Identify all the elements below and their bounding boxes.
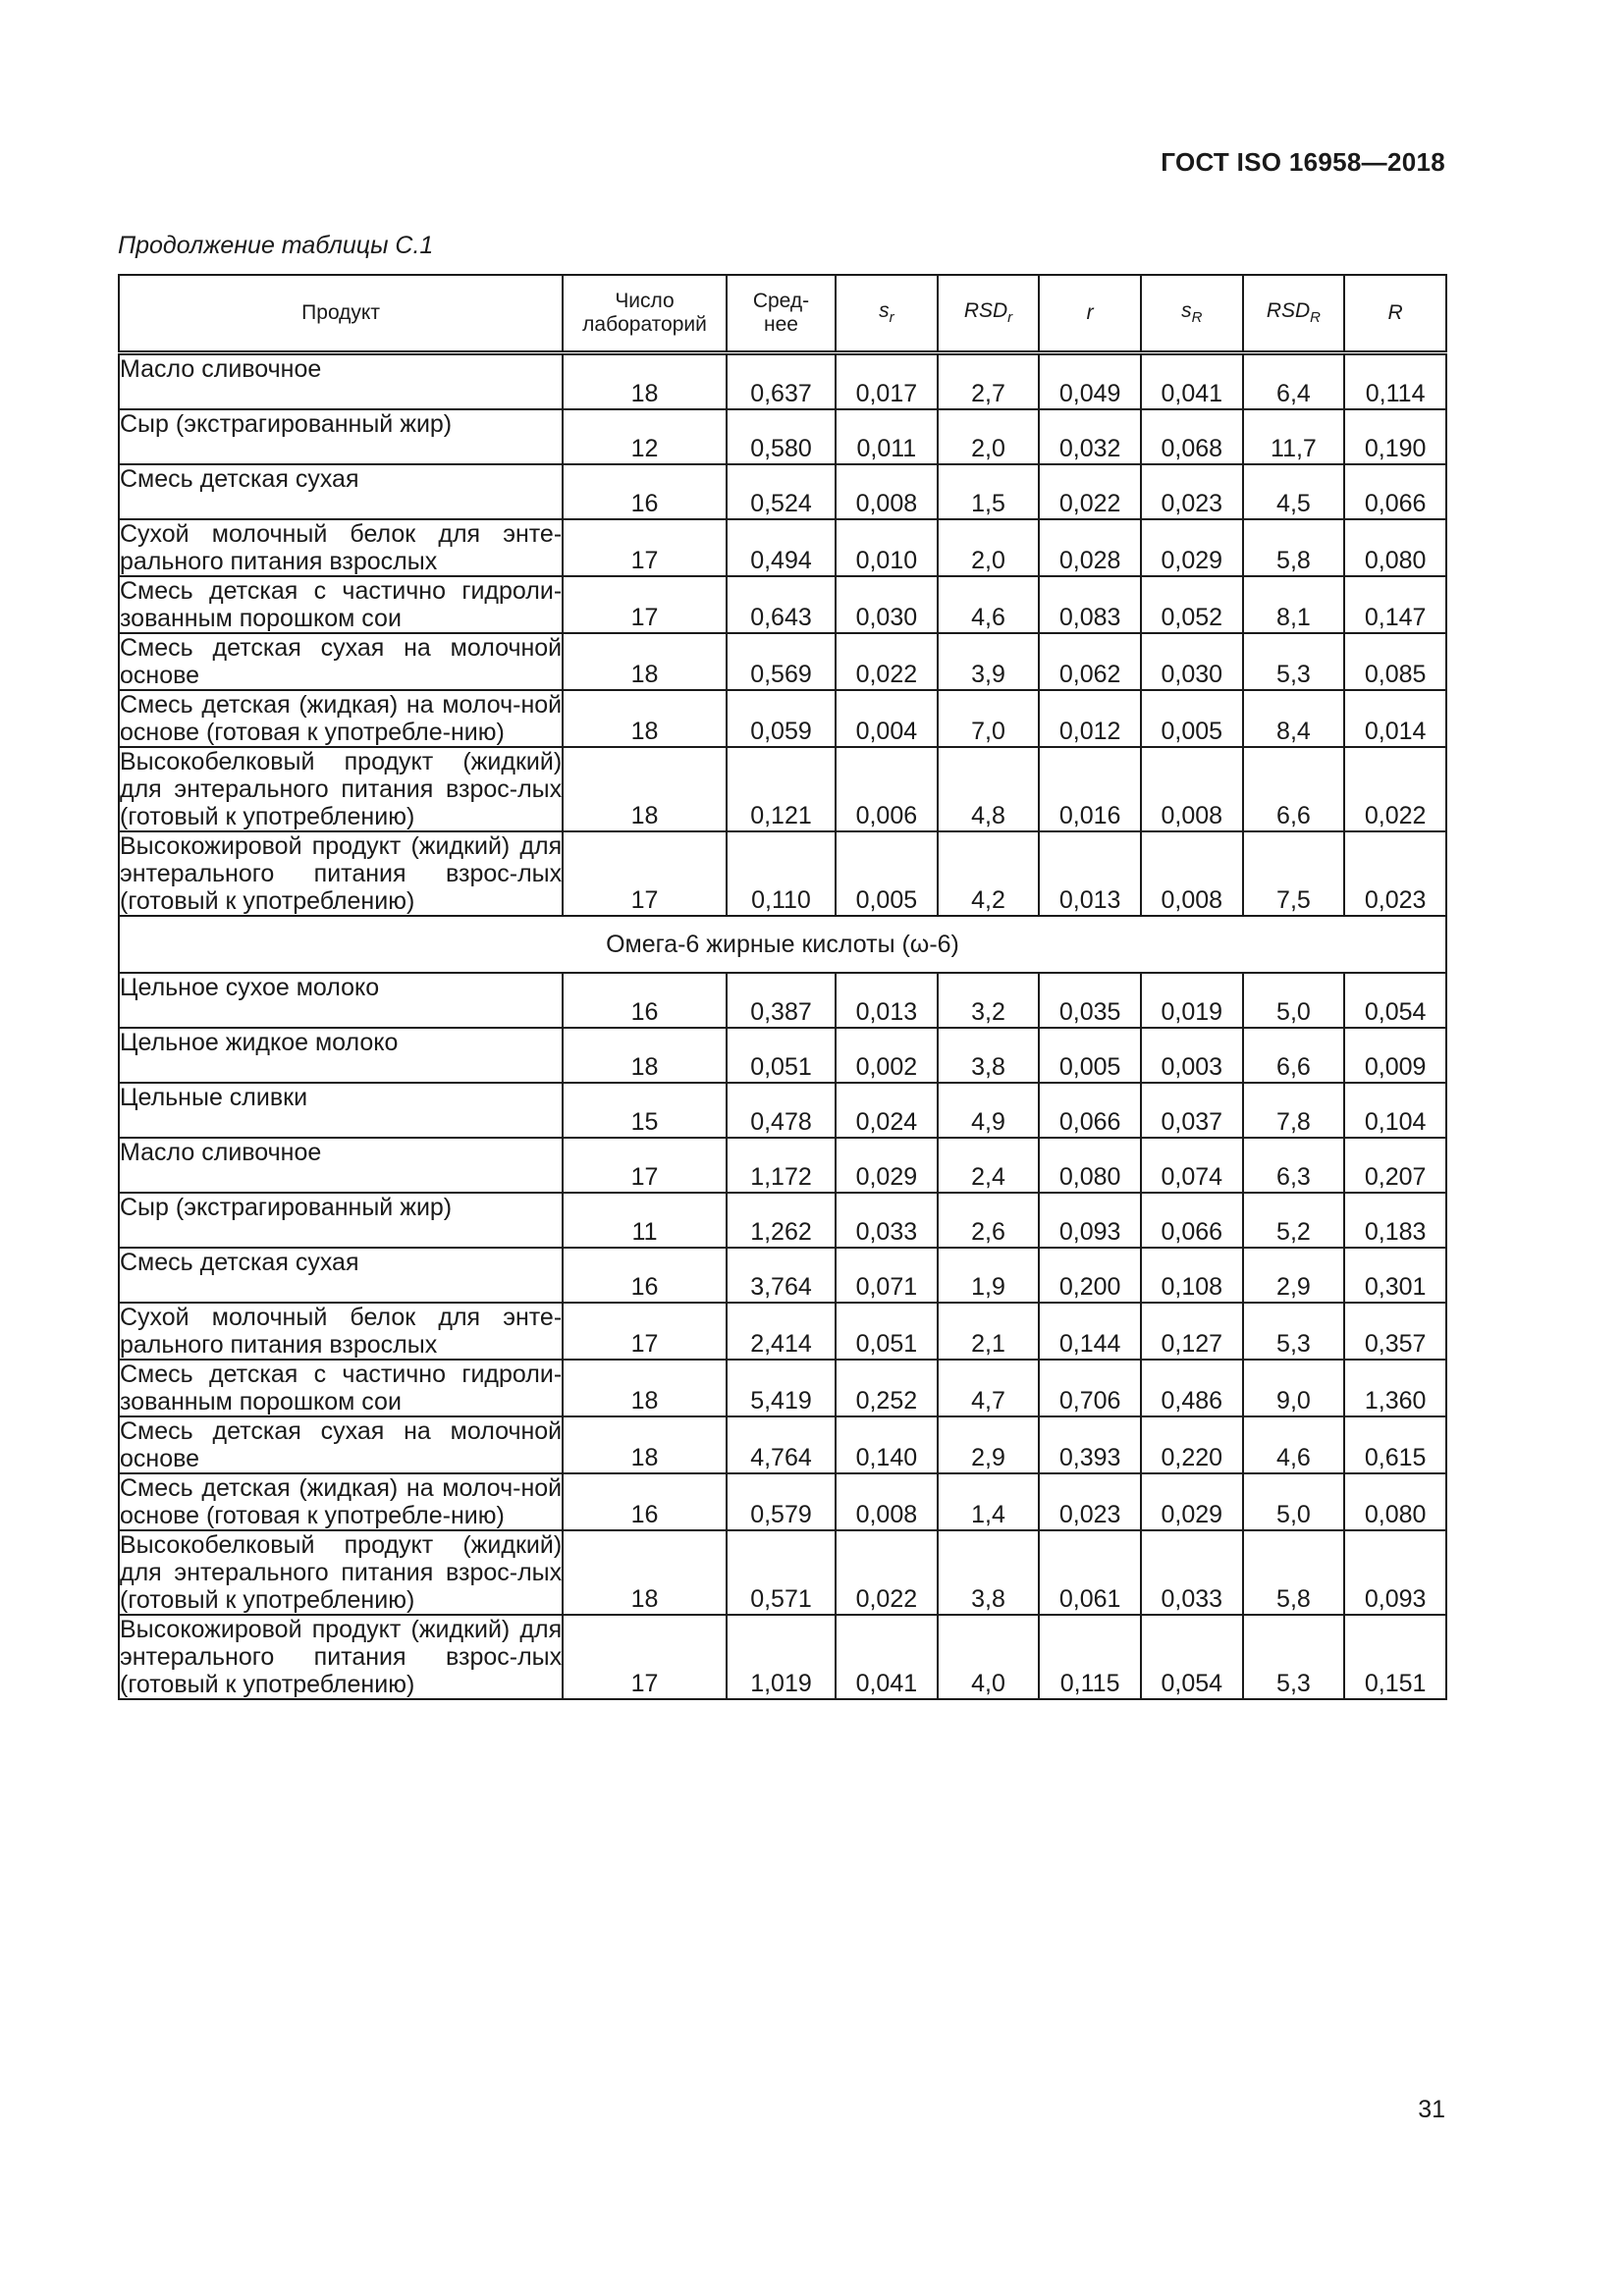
cell-labs: 17 [563, 1138, 727, 1193]
cell-rsdR: 8,4 [1243, 690, 1345, 747]
table-row [119, 831, 1446, 916]
rsdr-sub: r [1007, 309, 1013, 327]
cell-r: 0,062 [1039, 633, 1141, 690]
cell-labs: 18 [563, 1360, 727, 1416]
cell-sR: 0,486 [1141, 1360, 1243, 1416]
cell-product: Смесь детская (жидкая) на молоч-ной основе (готовая к употребле-нию) [120, 691, 563, 746]
cell-sr: 0,008 [836, 1473, 938, 1530]
cell-labs: 16 [563, 1248, 727, 1303]
rsdr-base: RSD [963, 299, 1008, 323]
table-row [119, 1530, 1446, 1615]
cell-sR: 0,019 [1141, 973, 1243, 1028]
labs-line2: лабораторий [582, 313, 707, 336]
cell-rsdR: 4,5 [1243, 464, 1345, 519]
cell-labs: 18 [563, 353, 727, 410]
cell-mean: 0,494 [727, 519, 836, 576]
rsdR-base: RSD [1266, 299, 1311, 323]
cell-sR: 0,108 [1141, 1248, 1243, 1303]
cell-rsdr: 3,2 [938, 973, 1040, 1028]
cell-product: Смесь детская сухая на молочной основе [120, 634, 563, 689]
cell-mean: 0,579 [727, 1473, 836, 1530]
cell-rsdr: 2,9 [938, 1416, 1040, 1473]
cell-rsdR: 8,1 [1243, 576, 1345, 633]
cell-r: 0,049 [1039, 353, 1141, 410]
table-body-group2 [119, 973, 1446, 1699]
mean-line1: Сред- [752, 289, 810, 312]
cell-labs: 17 [563, 831, 727, 916]
table-row [119, 576, 1446, 633]
cell-product: Смесь детская сухая на молочной основе [120, 1417, 563, 1472]
cell-rsdr: 4,7 [938, 1360, 1040, 1416]
cell-R: 0,066 [1344, 464, 1446, 519]
cell-mean: 1,262 [727, 1193, 836, 1248]
cell-sr: 0,029 [836, 1138, 938, 1193]
cell-sR: 0,037 [1141, 1083, 1243, 1138]
cell-product: Сыр (экстрагированный жир) [119, 409, 563, 464]
cell-R: 0,183 [1344, 1193, 1446, 1248]
cell-labs: 11 [563, 1193, 727, 1248]
table-caption: Продолжение таблицы С.1 [118, 232, 434, 259]
cell-r: 0,032 [1039, 409, 1141, 464]
cell-rsdR: 5,2 [1243, 1193, 1345, 1248]
section-row [119, 916, 1446, 973]
table-row [119, 633, 1446, 690]
cell-mean: 0,571 [727, 1530, 836, 1615]
table-row [119, 747, 1446, 831]
cell-rsdr: 3,9 [938, 633, 1040, 690]
cell-mean: 0,643 [727, 576, 836, 633]
cell-rsdr: 4,8 [938, 747, 1040, 831]
page-number: 31 [1418, 2096, 1445, 2123]
cell-labs: 17 [563, 576, 727, 633]
cell-sr: 0,051 [836, 1303, 938, 1360]
R-label: R [1387, 300, 1403, 324]
sR-base: s [1181, 299, 1192, 323]
cell-R: 0,023 [1344, 831, 1446, 916]
cell-r: 0,005 [1039, 1028, 1141, 1083]
cell-sR: 0,005 [1141, 690, 1243, 747]
cell-sR: 0,054 [1141, 1615, 1243, 1699]
table-row [119, 1193, 1446, 1248]
cell-r: 0,066 [1039, 1083, 1141, 1138]
cell-R: 1,360 [1344, 1360, 1446, 1416]
cell-product: Цельные сливки [119, 1083, 563, 1138]
cell-rsdR: 9,0 [1243, 1360, 1345, 1416]
cell-R: 0,357 [1344, 1303, 1446, 1360]
cell-R: 0,080 [1344, 519, 1446, 576]
cell-rsdR: 11,7 [1243, 409, 1345, 464]
cell-sR: 0,008 [1141, 747, 1243, 831]
cell-sr: 0,013 [836, 973, 938, 1028]
data-table [118, 274, 1447, 1700]
cell-mean: 2,414 [727, 1303, 836, 1360]
cell-labs: 18 [563, 633, 727, 690]
table-row [119, 690, 1446, 747]
cell-rsdr: 7,0 [938, 690, 1040, 747]
cell-rsdr: 2,7 [938, 353, 1040, 410]
cell-r: 0,080 [1039, 1138, 1141, 1193]
document-code: ГОСТ ISO 16958—2018 [1161, 147, 1445, 177]
cell-rsdR: 6,4 [1243, 353, 1345, 410]
cell-labs: 18 [563, 1028, 727, 1083]
cell-rsdR: 5,0 [1243, 973, 1345, 1028]
cell-mean: 3,764 [727, 1248, 836, 1303]
cell-mean: 0,637 [727, 353, 836, 410]
cell-rsdR: 5,0 [1243, 1473, 1345, 1530]
cell-labs: 16 [563, 464, 727, 519]
cell-R: 0,022 [1344, 747, 1446, 831]
cell-sR: 0,003 [1141, 1028, 1243, 1083]
table-row [119, 1473, 1446, 1530]
cell-product: Смесь детская с частично гидроли-зованным порошком сои [120, 577, 563, 632]
table-row [119, 353, 1446, 410]
cell-rsdR: 2,9 [1243, 1248, 1345, 1303]
cell-mean: 0,478 [727, 1083, 836, 1138]
cell-r: 0,035 [1039, 973, 1141, 1028]
cell-R: 0,147 [1344, 576, 1446, 633]
table-row [119, 1360, 1446, 1416]
cell-labs: 17 [563, 1303, 727, 1360]
cell-R: 0,104 [1344, 1083, 1446, 1138]
cell-R: 0,190 [1344, 409, 1446, 464]
cell-sR: 0,220 [1141, 1416, 1243, 1473]
col-header-rsdR [1243, 275, 1345, 353]
sr-base: s [879, 299, 890, 323]
cell-product: Масло сливочное [119, 1138, 563, 1193]
cell-product: Высокожировой продукт (жидкий) для энтерального питания взрос-лых (готовый к употреблению) [120, 1616, 563, 1698]
table-row [119, 1248, 1446, 1303]
table-row [119, 1028, 1446, 1083]
cell-sr: 0,006 [836, 747, 938, 831]
table-row [119, 519, 1446, 576]
cell-rsdR: 6,6 [1243, 747, 1345, 831]
cell-mean: 0,524 [727, 464, 836, 519]
cell-sR: 0,052 [1141, 576, 1243, 633]
cell-rsdr: 1,4 [938, 1473, 1040, 1530]
cell-rsdr: 3,8 [938, 1530, 1040, 1615]
cell-sr: 0,041 [836, 1615, 938, 1699]
cell-mean: 1,172 [727, 1138, 836, 1193]
cell-R: 0,301 [1344, 1248, 1446, 1303]
cell-rsdR: 7,5 [1243, 831, 1345, 916]
cell-sr: 0,002 [836, 1028, 938, 1083]
cell-labs: 18 [563, 1416, 727, 1473]
cell-r: 0,023 [1039, 1473, 1141, 1530]
table-section [119, 916, 1446, 973]
cell-mean: 0,580 [727, 409, 836, 464]
cell-r: 0,393 [1039, 1416, 1141, 1473]
cell-sr: 0,008 [836, 464, 938, 519]
cell-R: 0,054 [1344, 973, 1446, 1028]
cell-r: 0,200 [1039, 1248, 1141, 1303]
sR-sub: R [1191, 309, 1203, 327]
cell-mean: 1,019 [727, 1615, 836, 1699]
cell-rsdR: 5,3 [1243, 1615, 1345, 1699]
cell-product: Сухой молочный белок для энте-рального питания взрослых [120, 520, 563, 575]
cell-rsdR: 5,8 [1243, 519, 1345, 576]
col-header-rsdr [938, 275, 1040, 353]
cell-labs: 12 [563, 409, 727, 464]
cell-sr: 0,005 [836, 831, 938, 916]
cell-mean: 0,110 [727, 831, 836, 916]
cell-labs: 18 [563, 747, 727, 831]
cell-sr: 0,071 [836, 1248, 938, 1303]
cell-R: 0,080 [1344, 1473, 1446, 1530]
cell-rsdr: 2,0 [938, 519, 1040, 576]
cell-product: Цельное сухое молоко [119, 973, 563, 1028]
cell-r: 0,061 [1039, 1530, 1141, 1615]
cell-product: Смесь детская с частично гидроли-зованным порошком сои [120, 1361, 563, 1415]
cell-R: 0,207 [1344, 1138, 1446, 1193]
cell-sr: 0,004 [836, 690, 938, 747]
cell-product: Смесь детская сухая [119, 1248, 563, 1303]
cell-rsdR: 4,6 [1243, 1416, 1345, 1473]
col-header-labs [563, 275, 727, 353]
cell-R: 0,014 [1344, 690, 1446, 747]
cell-sR: 0,127 [1141, 1303, 1243, 1360]
cell-product: Сухой молочный белок для энте-рального питания взрослых [120, 1304, 563, 1359]
cell-rsdR: 5,3 [1243, 633, 1345, 690]
cell-product: Смесь детская сухая [119, 464, 563, 519]
cell-mean: 0,059 [727, 690, 836, 747]
cell-rsdr: 2,0 [938, 409, 1040, 464]
cell-R: 0,114 [1344, 353, 1446, 410]
col-header-sR [1141, 275, 1243, 353]
cell-r: 0,083 [1039, 576, 1141, 633]
cell-product: Сыр (экстрагированный жир) [119, 1193, 563, 1248]
cell-labs: 16 [563, 973, 727, 1028]
mean-line2: нее [763, 313, 798, 336]
cell-rsdr: 4,9 [938, 1083, 1040, 1138]
cell-sR: 0,068 [1141, 409, 1243, 464]
col-header-R [1344, 275, 1446, 353]
cell-sR: 0,074 [1141, 1138, 1243, 1193]
cell-sR: 0,008 [1141, 831, 1243, 916]
cell-r: 0,016 [1039, 747, 1141, 831]
cell-r: 0,028 [1039, 519, 1141, 576]
table-body-group1 [119, 353, 1446, 917]
cell-sr: 0,022 [836, 633, 938, 690]
cell-mean: 0,569 [727, 633, 836, 690]
cell-r: 0,022 [1039, 464, 1141, 519]
r-label: r [1086, 300, 1094, 324]
table-row [119, 1303, 1446, 1360]
rsdR-sub: R [1310, 309, 1322, 327]
cell-labs: 17 [563, 1615, 727, 1699]
cell-sr: 0,010 [836, 519, 938, 576]
table-row [119, 409, 1446, 464]
cell-rsdr: 3,8 [938, 1028, 1040, 1083]
cell-product: Смесь детская (жидкая) на молоч-ной основе (готовая к употребле-нию) [120, 1474, 563, 1529]
labs-line1: Число [615, 289, 675, 312]
cell-rsdr: 4,2 [938, 831, 1040, 916]
cell-product: Высокобелковый продукт (жидкий) для энтерального питания взрос-лых (готовый к употреблению) [120, 1531, 563, 1614]
cell-product: Цельное жидкое молоко [119, 1028, 563, 1083]
cell-rsdR: 5,3 [1243, 1303, 1345, 1360]
cell-sr: 0,030 [836, 576, 938, 633]
cell-r: 0,012 [1039, 690, 1141, 747]
cell-R: 0,009 [1344, 1028, 1446, 1083]
cell-R: 0,615 [1344, 1416, 1446, 1473]
cell-rsdR: 5,8 [1243, 1530, 1345, 1615]
table-row [119, 464, 1446, 519]
col-header-r [1039, 275, 1141, 353]
cell-mean: 5,419 [727, 1360, 836, 1416]
cell-rsdr: 2,4 [938, 1138, 1040, 1193]
cell-sR: 0,041 [1141, 353, 1243, 410]
section-title: Омега-6 жирные кислоты (ω-6) [119, 916, 1446, 973]
cell-rsdR: 6,3 [1243, 1138, 1345, 1193]
cell-mean: 0,387 [727, 973, 836, 1028]
cell-mean: 0,121 [727, 747, 836, 831]
cell-sr: 0,140 [836, 1416, 938, 1473]
cell-labs: 17 [563, 519, 727, 576]
sr-sub: r [889, 309, 894, 327]
table-header-row [119, 275, 1446, 353]
cell-r: 0,093 [1039, 1193, 1141, 1248]
cell-sR: 0,023 [1141, 464, 1243, 519]
cell-R: 0,151 [1344, 1615, 1446, 1699]
cell-sr: 0,011 [836, 409, 938, 464]
col-header-mean [727, 275, 836, 353]
cell-sR: 0,033 [1141, 1530, 1243, 1615]
cell-rsdr: 1,5 [938, 464, 1040, 519]
table-row [119, 1138, 1446, 1193]
cell-sR: 0,029 [1141, 1473, 1243, 1530]
col-header-sr [836, 275, 938, 353]
cell-r: 0,115 [1039, 1615, 1141, 1699]
cell-rsdr: 4,6 [938, 576, 1040, 633]
table-row [119, 1416, 1446, 1473]
cell-sR: 0,030 [1141, 633, 1243, 690]
cell-rsdr: 2,1 [938, 1303, 1040, 1360]
cell-rsdr: 4,0 [938, 1615, 1040, 1699]
cell-rsdR: 7,8 [1243, 1083, 1345, 1138]
cell-sR: 0,029 [1141, 519, 1243, 576]
cell-R: 0,085 [1344, 633, 1446, 690]
cell-labs: 18 [563, 1530, 727, 1615]
table-row [119, 1615, 1446, 1699]
cell-product: Высокобелковый продукт (жидкий) для энтерального питания взрос-лых (готовый к употреблению) [120, 748, 563, 830]
cell-R: 0,093 [1344, 1530, 1446, 1615]
col-header-product: Продукт [119, 275, 563, 353]
cell-sR: 0,066 [1141, 1193, 1243, 1248]
cell-r: 0,013 [1039, 831, 1141, 916]
cell-rsdr: 2,6 [938, 1193, 1040, 1248]
cell-sr: 0,033 [836, 1193, 938, 1248]
cell-r: 0,706 [1039, 1360, 1141, 1416]
cell-labs: 15 [563, 1083, 727, 1138]
cell-labs: 16 [563, 1473, 727, 1530]
cell-labs: 18 [563, 690, 727, 747]
cell-r: 0,144 [1039, 1303, 1141, 1360]
cell-rsdR: 6,6 [1243, 1028, 1345, 1083]
cell-sr: 0,022 [836, 1530, 938, 1615]
cell-rsdr: 1,9 [938, 1248, 1040, 1303]
cell-product: Масло сливочное [119, 353, 563, 410]
cell-mean: 0,051 [727, 1028, 836, 1083]
table-row [119, 1083, 1446, 1138]
cell-mean: 4,764 [727, 1416, 836, 1473]
cell-sr: 0,252 [836, 1360, 938, 1416]
cell-product: Высокожировой продукт (жидкий) для энтерального питания взрос-лых (готовый к употреблению) [120, 832, 563, 915]
cell-sr: 0,024 [836, 1083, 938, 1138]
cell-sr: 0,017 [836, 353, 938, 410]
table-row [119, 973, 1446, 1028]
